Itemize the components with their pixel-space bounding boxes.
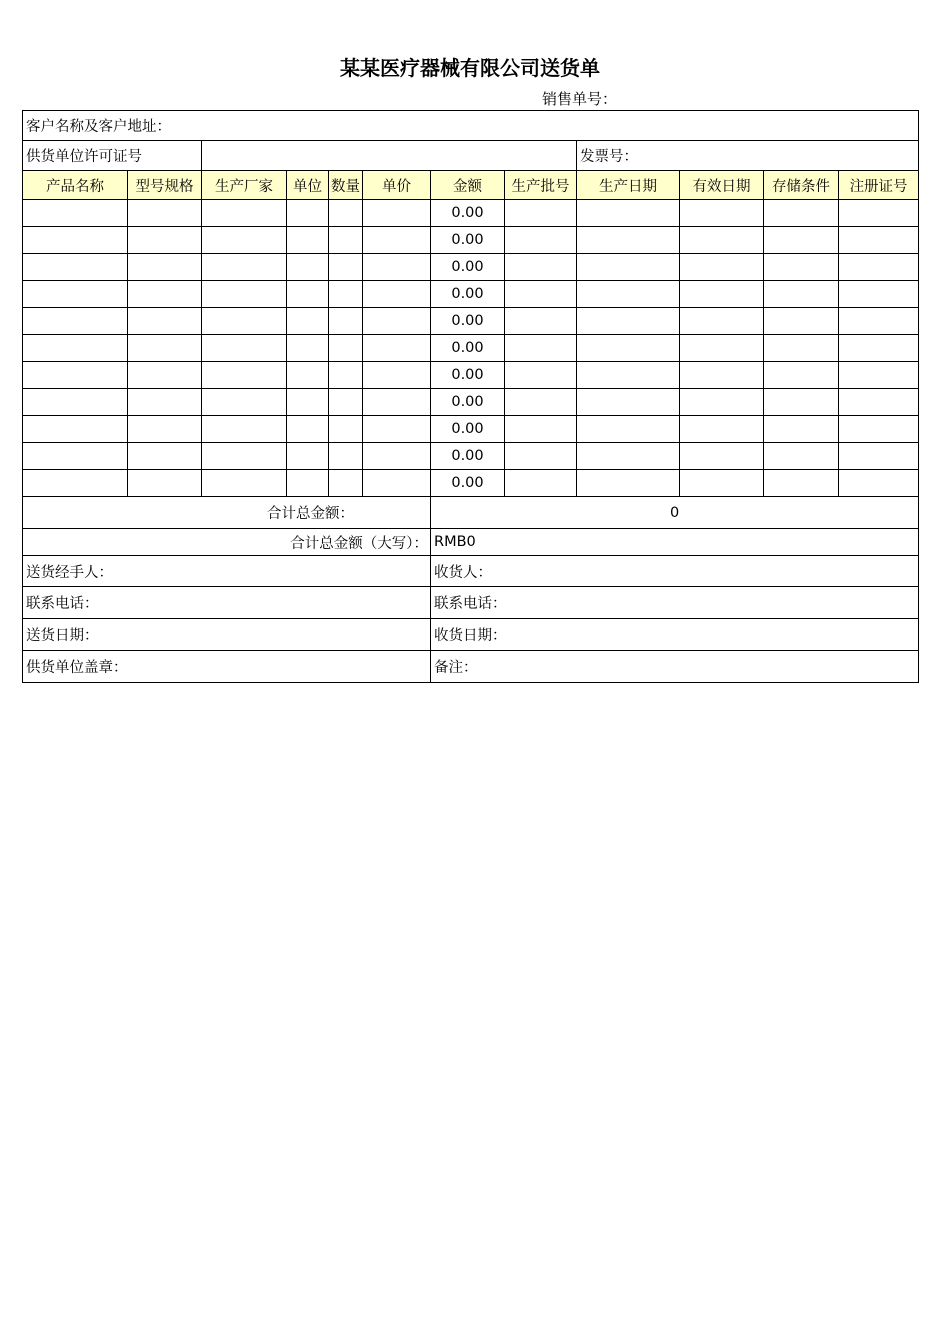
amount-cell[interactable]: 0.00	[431, 335, 505, 362]
item-cell[interactable]	[23, 416, 128, 443]
item-cell[interactable]	[287, 443, 329, 470]
receiver-field[interactable]: 收货人：	[431, 556, 919, 587]
item-cell[interactable]	[839, 362, 919, 389]
column-header: 生产厂家	[202, 171, 287, 200]
column-header: 产品名称	[23, 171, 128, 200]
document-title: 某某医疗器械有限公司送货单	[340, 56, 600, 80]
item-cell[interactable]	[128, 389, 202, 416]
invoice-number-cell[interactable]: 发票号：	[577, 141, 919, 171]
table-row	[23, 308, 919, 335]
item-cell[interactable]	[505, 335, 577, 362]
item-cell[interactable]	[329, 308, 363, 335]
item-cell[interactable]	[680, 335, 764, 362]
item-cell[interactable]	[329, 200, 363, 227]
item-cell[interactable]	[329, 416, 363, 443]
item-cell[interactable]	[202, 416, 287, 443]
item-cell[interactable]	[839, 254, 919, 281]
item-cell[interactable]	[202, 281, 287, 308]
item-cell[interactable]	[839, 443, 919, 470]
column-header: 单位	[287, 171, 329, 200]
item-cell[interactable]	[329, 335, 363, 362]
item-cell[interactable]	[764, 362, 839, 389]
item-cell[interactable]	[363, 227, 431, 254]
item-cell[interactable]	[23, 308, 128, 335]
delivery-form-table	[22, 110, 919, 683]
amount-cell[interactable]: 0.00	[431, 254, 505, 281]
item-cell[interactable]	[287, 362, 329, 389]
supplier-stamp-field[interactable]: 供货单位盖章：	[23, 651, 431, 683]
item-cell[interactable]	[839, 389, 919, 416]
table-row	[23, 470, 919, 497]
item-cell[interactable]	[202, 200, 287, 227]
total-amount-caps-label: 合计总金额（大写）：	[23, 529, 431, 556]
license-value-cell[interactable]	[202, 141, 577, 171]
amount-cell[interactable]: 0.00	[431, 200, 505, 227]
item-cell[interactable]	[363, 389, 431, 416]
item-rows	[23, 200, 919, 497]
table-row	[23, 389, 919, 416]
item-cell[interactable]	[329, 281, 363, 308]
item-cell[interactable]	[505, 362, 577, 389]
item-cell[interactable]	[329, 254, 363, 281]
item-cell[interactable]	[329, 362, 363, 389]
item-cell[interactable]	[363, 281, 431, 308]
item-cell[interactable]	[839, 227, 919, 254]
item-cell[interactable]	[839, 281, 919, 308]
item-cell[interactable]	[23, 389, 128, 416]
item-cell[interactable]	[128, 227, 202, 254]
item-cell[interactable]	[287, 416, 329, 443]
item-cell[interactable]	[764, 335, 839, 362]
item-cell[interactable]	[23, 335, 128, 362]
item-cell[interactable]	[577, 308, 680, 335]
item-cell[interactable]	[202, 470, 287, 497]
item-cell[interactable]	[764, 200, 839, 227]
item-cell[interactable]	[202, 254, 287, 281]
item-cell[interactable]	[764, 227, 839, 254]
item-cell[interactable]	[287, 200, 329, 227]
item-cell[interactable]	[287, 281, 329, 308]
item-cell[interactable]	[577, 416, 680, 443]
table-row	[23, 443, 919, 470]
item-cell[interactable]	[764, 389, 839, 416]
item-cell[interactable]	[202, 443, 287, 470]
item-cell[interactable]	[23, 443, 128, 470]
column-header: 注册证号	[839, 171, 919, 200]
item-cell[interactable]	[287, 254, 329, 281]
item-cell[interactable]	[505, 227, 577, 254]
item-cell[interactable]	[128, 443, 202, 470]
item-cell[interactable]	[363, 470, 431, 497]
receive-date-field[interactable]: 收货日期：	[431, 619, 919, 651]
amount-cell[interactable]: 0.00	[431, 227, 505, 254]
item-cell[interactable]	[128, 254, 202, 281]
table-row	[23, 335, 919, 362]
table-row	[23, 200, 919, 227]
item-cell[interactable]	[764, 470, 839, 497]
column-header: 单价	[363, 171, 431, 200]
item-cell[interactable]	[128, 416, 202, 443]
item-cell[interactable]	[680, 281, 764, 308]
column-header: 金额	[431, 171, 505, 200]
sender-phone-field[interactable]: 联系电话：	[23, 587, 431, 619]
item-cell[interactable]	[680, 443, 764, 470]
total-amount-value: 0	[431, 497, 919, 529]
item-cell[interactable]	[128, 281, 202, 308]
item-cell[interactable]	[577, 470, 680, 497]
table-row	[23, 281, 919, 308]
item-cell[interactable]	[287, 308, 329, 335]
item-cell[interactable]	[505, 470, 577, 497]
remark-field[interactable]: 备注：	[431, 651, 919, 683]
item-cell[interactable]	[23, 470, 128, 497]
customer-info-cell[interactable]: 客户名称及客户地址：	[23, 111, 919, 141]
total-amount-label: 合计总金额：	[23, 497, 431, 529]
item-cell[interactable]	[680, 254, 764, 281]
item-cell[interactable]	[363, 362, 431, 389]
item-cell[interactable]	[23, 254, 128, 281]
column-header: 有效日期	[680, 171, 764, 200]
item-cell[interactable]	[287, 335, 329, 362]
column-header-row	[23, 171, 919, 200]
table-row	[23, 254, 919, 281]
item-cell[interactable]	[128, 335, 202, 362]
item-cell[interactable]	[128, 362, 202, 389]
item-cell[interactable]	[202, 227, 287, 254]
column-header: 数量	[329, 171, 363, 200]
delivery-person-field[interactable]: 送货经手人：	[23, 556, 431, 587]
item-cell[interactable]	[839, 200, 919, 227]
item-cell[interactable]	[23, 227, 128, 254]
item-cell[interactable]	[202, 389, 287, 416]
amount-cell[interactable]: 0.00	[431, 470, 505, 497]
sale-number-label: 销售单号：	[542, 90, 618, 108]
item-cell[interactable]	[329, 227, 363, 254]
item-cell[interactable]	[363, 335, 431, 362]
item-cell[interactable]	[329, 470, 363, 497]
item-cell[interactable]	[680, 416, 764, 443]
item-cell[interactable]	[505, 443, 577, 470]
table-row	[23, 227, 919, 254]
item-cell[interactable]	[764, 416, 839, 443]
column-header: 生产日期	[577, 171, 680, 200]
item-cell[interactable]	[577, 389, 680, 416]
item-cell[interactable]	[680, 389, 764, 416]
item-cell[interactable]	[764, 254, 839, 281]
item-cell[interactable]	[680, 200, 764, 227]
item-cell[interactable]	[23, 200, 128, 227]
item-cell[interactable]	[505, 200, 577, 227]
item-cell[interactable]	[23, 281, 128, 308]
item-cell[interactable]	[577, 281, 680, 308]
item-cell[interactable]	[23, 362, 128, 389]
item-cell[interactable]	[329, 389, 363, 416]
item-cell[interactable]	[202, 362, 287, 389]
item-cell[interactable]	[680, 308, 764, 335]
column-header: 生产批号	[505, 171, 577, 200]
item-cell[interactable]	[577, 362, 680, 389]
amount-cell[interactable]: 0.00	[431, 362, 505, 389]
item-cell[interactable]	[505, 254, 577, 281]
item-cell[interactable]	[202, 308, 287, 335]
item-cell[interactable]	[363, 308, 431, 335]
item-cell[interactable]	[680, 227, 764, 254]
item-cell[interactable]	[577, 254, 680, 281]
item-cell[interactable]	[505, 416, 577, 443]
amount-cell[interactable]: 0.00	[431, 389, 505, 416]
amount-cell[interactable]: 0.00	[431, 443, 505, 470]
column-header: 型号规格	[128, 171, 202, 200]
license-label: 供货单位许可证号	[23, 141, 202, 171]
amount-cell[interactable]: 0.00	[431, 416, 505, 443]
item-cell[interactable]	[577, 335, 680, 362]
item-cell[interactable]	[680, 362, 764, 389]
item-cell[interactable]	[363, 254, 431, 281]
delivery-date-field[interactable]: 送货日期：	[23, 619, 431, 651]
item-cell[interactable]	[363, 443, 431, 470]
item-cell[interactable]	[764, 281, 839, 308]
item-cell[interactable]	[577, 443, 680, 470]
table-row	[23, 416, 919, 443]
item-cell[interactable]	[505, 308, 577, 335]
item-cell[interactable]	[505, 281, 577, 308]
item-cell[interactable]	[577, 227, 680, 254]
item-cell[interactable]	[839, 470, 919, 497]
item-cell[interactable]	[128, 308, 202, 335]
table-row	[23, 362, 919, 389]
item-cell[interactable]	[287, 470, 329, 497]
item-cell[interactable]	[329, 443, 363, 470]
item-cell[interactable]	[128, 200, 202, 227]
receiver-phone-field[interactable]: 联系电话：	[431, 587, 919, 619]
item-cell[interactable]	[764, 443, 839, 470]
item-cell[interactable]	[128, 470, 202, 497]
total-amount-caps-value: RMB0	[431, 529, 919, 556]
item-cell[interactable]	[363, 200, 431, 227]
item-cell[interactable]	[764, 308, 839, 335]
item-cell[interactable]	[363, 416, 431, 443]
item-cell[interactable]	[839, 416, 919, 443]
item-cell[interactable]	[505, 389, 577, 416]
amount-cell[interactable]: 0.00	[431, 308, 505, 335]
item-cell[interactable]	[287, 227, 329, 254]
item-cell[interactable]	[202, 335, 287, 362]
item-cell[interactable]	[577, 200, 680, 227]
item-cell[interactable]	[839, 335, 919, 362]
item-cell[interactable]	[287, 389, 329, 416]
item-cell[interactable]	[680, 470, 764, 497]
column-header: 存储条件	[764, 171, 839, 200]
item-cell[interactable]	[839, 308, 919, 335]
amount-cell[interactable]: 0.00	[431, 281, 505, 308]
